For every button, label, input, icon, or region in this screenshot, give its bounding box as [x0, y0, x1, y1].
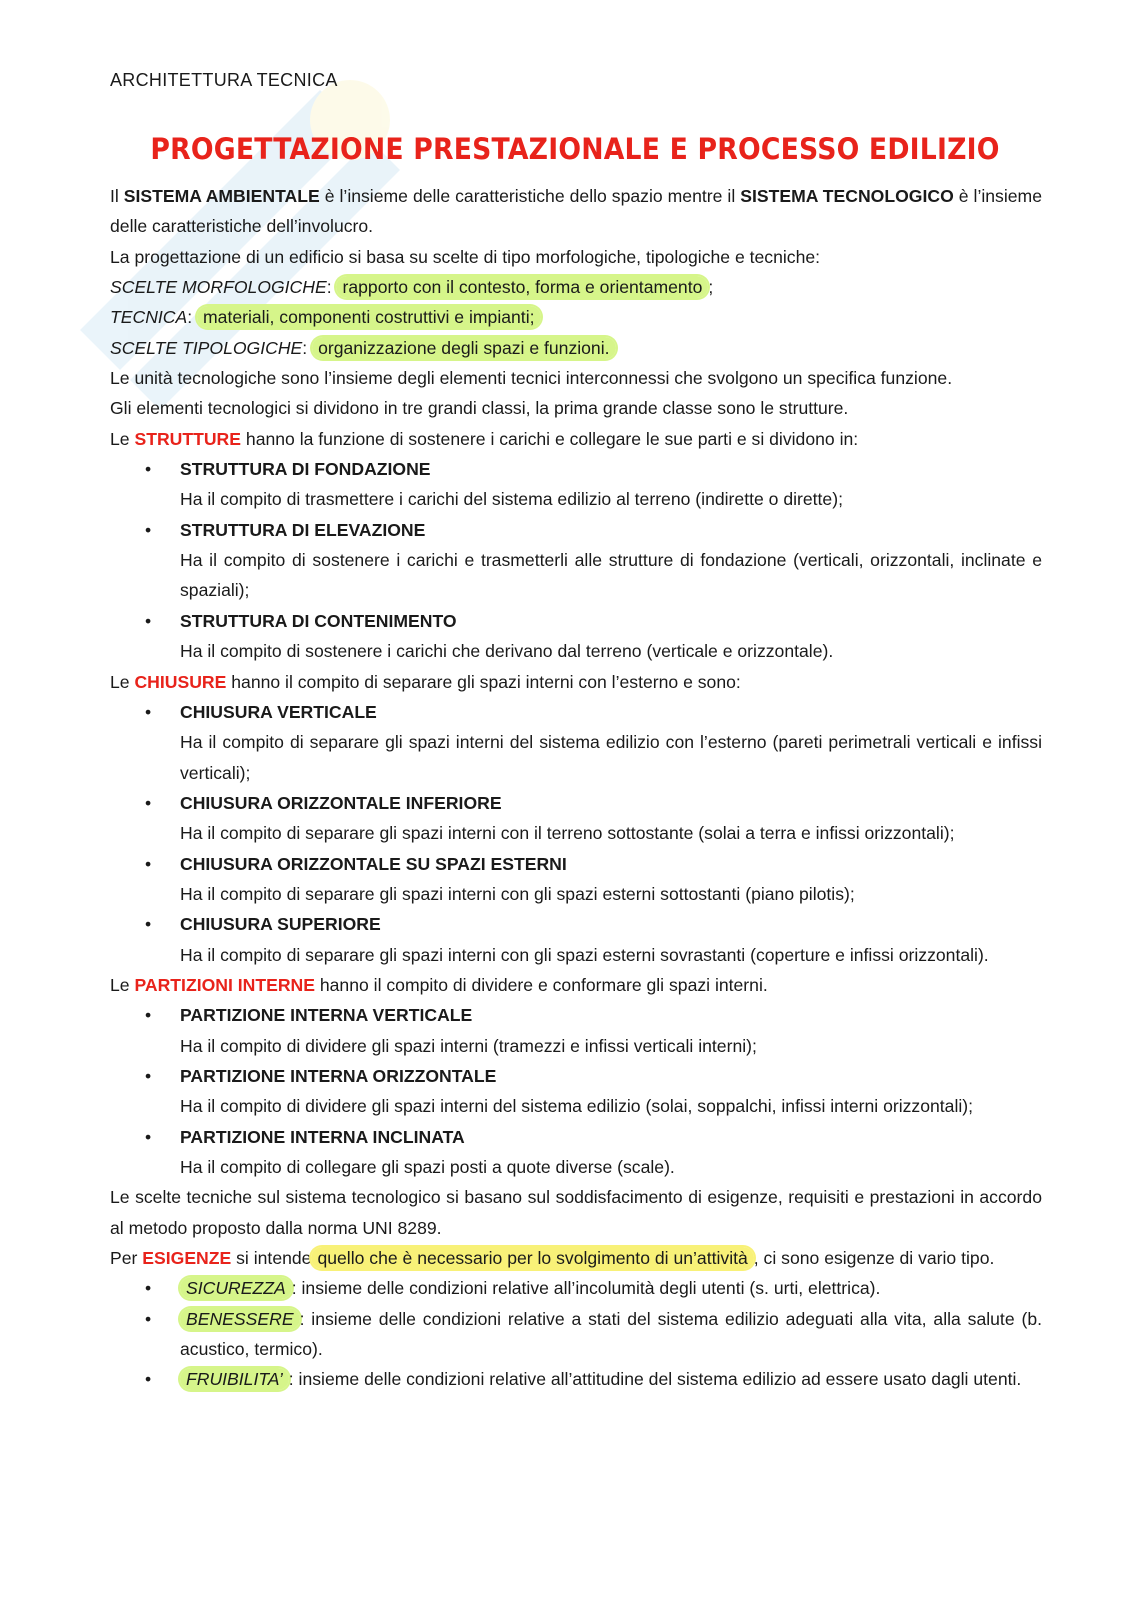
bullet-icon: • — [145, 701, 152, 722]
document-body — [110, 181, 1042, 1395]
intro-paragraph: Il SISTEMA AMBIENTALE è l’insieme delle caratteristiche dello spazio mentre il SISTEMA TECNOLOGICO è l’insieme delle caratteristiche dell’involucro. — [110, 186, 1042, 237]
bullet-icon: • — [145, 792, 152, 813]
elementi-paragraph: Gli elementi tecnologici si dividono in tre grandi classi, la prima grande classe sono le strutture. — [110, 398, 849, 419]
list-item: • CHIUSURA VERTICALE Ha il compito di separare gli spazi interni del sistema edilizio con l’esterno (pareti perimetrali verticali e infissi verticali); — [110, 697, 1042, 788]
progettazione-paragraph: La progettazione di un edificio si basa su scelte di tipo morfologiche, tipologiche e tecniche: — [110, 246, 821, 267]
list-item: • BENESSERE : insieme delle condizioni relative a stati del sistema edilizio adeguati alla vita, alla salute (b. acustico, termico). — [110, 1304, 1042, 1365]
list-item: • CHIUSURA ORIZZONTALE SU SPAZI ESTERNI Ha il compito di separare gli spazi interni con gli spazi esterni sottostanti (piano pilotis); — [110, 849, 1042, 910]
list-item: • FRUIBILITA’ : insieme delle condizioni relative all’attitudine del sistema edilizio ad essere usato dagli utenti. — [110, 1364, 1042, 1394]
strutture-paragraph: Le STRUTTURE hanno la funzione di sostenere i carichi e collegare le sue parti e si dividono in: — [110, 428, 859, 449]
partizioni-paragraph: Le PARTIZIONI INTERNE hanno il compito di dividere e conformare gli spazi interni. — [110, 974, 768, 995]
bullet-icon: • — [145, 519, 152, 540]
scelta-tipologica: SCELTE TIPOLOGICHE: organizzazione degli spazi e funzioni. — [110, 333, 1042, 363]
list-item: • STRUTTURA DI FONDAZIONE Ha il compito di trasmettere i carichi del sistema edilizio al terreno (indirette o dirette); — [110, 454, 1042, 515]
list-item: • CHIUSURA SUPERIORE Ha il compito di separare gli spazi interni con gli spazi esterni sovrastanti (coperture e infissi orizzontali). — [110, 909, 1042, 970]
scelta-morfologica: SCELTE MORFOLOGICHE: rapporto con il contesto, forma e orientamento ; — [110, 277, 714, 298]
document-title: PROGETTAZIONE PRESTAZIONALE E PROCESSO EDILIZIO — [150, 132, 1000, 166]
bullet-icon: • — [145, 914, 152, 935]
list-item: • SICUREZZA : insieme delle condizioni relative all’incolumità degli utenti (s. urti, elettrica). — [110, 1273, 1042, 1303]
document-header: ARCHITETTURA TECNICA — [110, 70, 338, 90]
list-item: • STRUTTURA DI ELEVAZIONE Ha il compito di sostenere i carichi e trasmetterli alle strutture di fondazione (verticali, orizzontali, inclinate e spaziali); — [110, 515, 1042, 606]
list-item: • PARTIZIONE INTERNA ORIZZONTALE Ha il compito di dividere gli spazi interni del sistema edilizio (solai, soppalchi, infissi interni orizzontali); — [110, 1061, 1042, 1122]
esigenze-paragraph: Per ESIGENZE si intende quello che è necessario per lo svolgimento di un’attività , ci sono esigenze di vario tipo. — [110, 1248, 995, 1269]
bullet-icon: • — [145, 1308, 152, 1329]
bullet-icon: • — [145, 1369, 152, 1390]
chiusure-paragraph: Le CHIUSURE hanno il compito di separare gli spazi interni con l’esterno e sono: — [110, 671, 741, 692]
bullet-icon: • — [145, 610, 152, 631]
bullet-icon: • — [145, 1126, 152, 1147]
bullet-icon: • — [145, 459, 152, 480]
unita-paragraph: Le unità tecnologiche sono l’insieme degli elementi tecnici interconnessi che svolgono un specifica funzione. — [110, 368, 953, 389]
scelta-tecnica: TECNICA: materiali, componenti costruttivi e impianti; — [110, 302, 1042, 332]
bullet-icon: • — [145, 1278, 152, 1299]
list-item: • PARTIZIONE INTERNA VERTICALE Ha il compito di dividere gli spazi interni (tramezzi e infissi verticali interni); — [110, 1000, 1042, 1061]
bullet-icon: • — [145, 1065, 152, 1086]
list-item: • CHIUSURA ORIZZONTALE INFERIORE Ha il compito di separare gli spazi interni con il terreno sottostante (solai a terra e infissi orizzontali); — [110, 788, 1042, 849]
list-item: • PARTIZIONE INTERNA INCLINATA Ha il compito di collegare gli spazi posti a quote diverse (scale). — [110, 1122, 1042, 1183]
bullet-icon: • — [145, 853, 152, 874]
bullet-icon: • — [145, 1005, 152, 1026]
scelte-tecniche-paragraph: Le scelte tecniche sul sistema tecnologico si basano sul soddisfacimento di esigenze, requisiti e prestazioni in accordo al metodo proposto dalla norma UNI 8289. — [110, 1187, 1042, 1238]
list-item: • STRUTTURA DI CONTENIMENTO Ha il compito di sostenere i carichi che derivano dal terreno (verticale e orizzontale). — [110, 606, 1042, 667]
